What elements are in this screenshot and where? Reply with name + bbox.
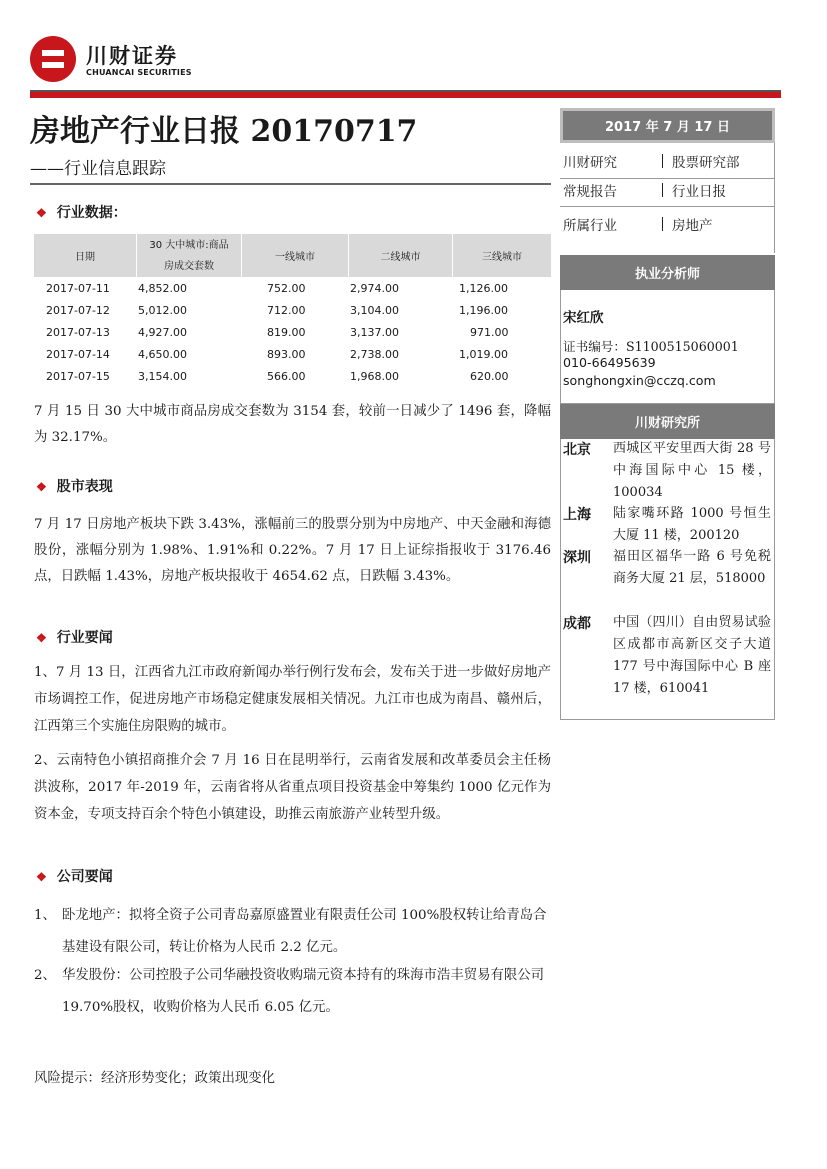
company-logo bbox=[30, 36, 220, 88]
title-rule bbox=[30, 183, 551, 185]
office-address: 陆家嘴环路 1000 号恒生大厦 11 楼，200120 bbox=[613, 506, 771, 543]
meta-separator bbox=[662, 183, 663, 197]
table-cell: 1,968.00 bbox=[350, 370, 399, 383]
office-address: 福田区福华一路 6 号免税商务大厦 21 层，518000 bbox=[613, 549, 771, 586]
analyst-email: songhongxin@cczq.com bbox=[563, 373, 716, 388]
table-cell: 1,126.00 bbox=[459, 282, 508, 295]
section-industry-news bbox=[36, 627, 113, 647]
office-city: 上海 bbox=[563, 507, 591, 523]
table-cell: 4,852.00 bbox=[138, 282, 187, 295]
company-news-item: 卧龙地产：拟将全资子公司青岛嘉原盛置业有限责任公司 100%股权转让给青岛合基建设有限公司，转让价格为人民币 2.2 亿元。 bbox=[62, 908, 547, 955]
table-row bbox=[34, 301, 551, 323]
section-title: 股市表现 bbox=[56, 479, 113, 495]
table-cell: 2017-07-12 bbox=[46, 304, 110, 317]
industry-news-item: 2、云南特色小镇招商推介会 7 月 16 日在昆明举行，云南省发展和改革委员会主任杨洪波称，2017 年-2019 年，云南省将从省重点项目投资基金中筹集约 1000 亿元作为资本金，专项支持百余个特色小镇建设，助推云南旅游产业转型升级。 bbox=[34, 753, 551, 822]
table-header-cell: 二线城市 bbox=[348, 234, 452, 277]
table-cell: 5,012.00 bbox=[138, 304, 187, 317]
company-news-number: 2、 bbox=[34, 968, 56, 983]
table-cell: 3,154.00 bbox=[138, 370, 187, 383]
risk-notice: 风险提示：经济形势变化；政策出现变化 bbox=[34, 1071, 276, 1086]
meta-label: 所属行业 bbox=[563, 218, 617, 234]
table-row bbox=[34, 367, 551, 389]
table-cell: 1,196.00 bbox=[459, 304, 508, 317]
table-cell: 3,137.00 bbox=[350, 326, 399, 339]
office-city: 深圳 bbox=[563, 550, 591, 566]
diamond-bullet-icon: ❖ bbox=[36, 631, 47, 645]
office-city: 成都 bbox=[563, 616, 591, 632]
company-news-number: 1、 bbox=[34, 908, 56, 923]
office-address: 西城区平安里西大街 28 号中海国际中心 15 楼，100034 bbox=[613, 441, 771, 500]
logo-name-cn: 川财证券 bbox=[86, 44, 178, 68]
table-header-cell: 三线城市 bbox=[452, 234, 551, 277]
section-company-news bbox=[36, 866, 113, 886]
table-cell: 4,650.00 bbox=[138, 348, 187, 361]
meta-value: 房地产 bbox=[672, 218, 713, 234]
table-row bbox=[34, 323, 551, 345]
table-cell: 893.00 bbox=[267, 348, 306, 361]
data-summary-paragraph: 7 月 15 日 30 大中城市商品房成交套数为 3154 套，较前一日减少了 1496 套，降幅为 32.17%。 bbox=[34, 404, 551, 445]
header-rule-red bbox=[30, 92, 781, 98]
table-cell: 819.00 bbox=[267, 326, 306, 339]
meta-divider bbox=[560, 206, 775, 207]
table-cell: 712.00 bbox=[267, 304, 306, 317]
table-cell: 1,019.00 bbox=[459, 348, 508, 361]
table-cell: 3,104.00 bbox=[350, 304, 399, 317]
logo-mark-icon bbox=[30, 36, 76, 82]
section-title: 公司要闻 bbox=[56, 869, 113, 885]
meta-separator bbox=[662, 217, 663, 231]
table-row bbox=[34, 279, 551, 301]
industry-news-item: 1、7 月 13 日，江西省九江市政府新闻办举行例行发布会，发布关于进一步做好房地产市场调控工作，促进房地产市场稳定健康发展相关情况。九江市也成为南昌、赣州后，江西第三个实施住房限购的城市。 bbox=[34, 665, 551, 734]
table-header-cell: 一线城市 bbox=[275, 252, 315, 263]
table-cell: 752.00 bbox=[267, 282, 306, 295]
institute-header: 川财研究所 bbox=[560, 404, 775, 439]
report-date-bar: 2017 年 7 月 17 日 bbox=[560, 108, 775, 143]
section-market bbox=[36, 476, 113, 496]
meta-row-report-type bbox=[563, 180, 617, 200]
table-cell: 2,738.00 bbox=[350, 348, 399, 361]
table-cell: 2,974.00 bbox=[350, 282, 399, 295]
meta-label: 常规报告 bbox=[563, 184, 617, 200]
sidebar-bottom-rule bbox=[560, 719, 775, 720]
office-city: 北京 bbox=[563, 442, 591, 458]
analyst-name: 宋红欣 bbox=[563, 310, 604, 326]
diamond-bullet-icon: ❖ bbox=[36, 480, 47, 494]
meta-separator bbox=[662, 154, 663, 168]
table-cell: 971.00 bbox=[470, 326, 509, 339]
table-header bbox=[34, 234, 551, 277]
diamond-bullet-icon: ❖ bbox=[36, 870, 47, 884]
company-news-item: 华发股份：公司控股子公司华融投资收购瑞元资本持有的珠海市浩丰贸易有限公司 19.70%股权，收购价格为人民币 6.05 亿元。 bbox=[62, 968, 545, 1015]
section-title: 行业数据： bbox=[56, 205, 127, 221]
table-cell: 2017-07-14 bbox=[46, 348, 110, 361]
meta-value: 股票研究部 bbox=[672, 155, 740, 171]
section-industry-data bbox=[36, 202, 127, 222]
table-row bbox=[34, 345, 551, 367]
meta-value: 行业日报 bbox=[672, 184, 726, 200]
report-title: 房地产行业日报 20170717 bbox=[30, 114, 418, 149]
table-cell: 2017-07-13 bbox=[46, 326, 110, 339]
office-address: 中国（四川）自由贸易试验区成都市高新区交子大道 177 号中海国际中心 B 座 17 楼，610041 bbox=[613, 615, 771, 696]
table-cell: 566.00 bbox=[267, 370, 306, 383]
market-paragraph: 7 月 17 日房地产板块下跌 3.43%，涨幅前三的股票分别为中房地产、中天金融和海德股份，涨幅分别为 1.98%、1.91%和 0.22%。7 月 17 日上证综指报收于 3176.46 点，日跌幅 1.43%，房地产板块报收于 4654.62 点，日跌幅 3.43%。 bbox=[34, 517, 551, 584]
logo-name-en: CHUANCAI SECURITIES bbox=[86, 68, 192, 77]
table-cell: 2017-07-15 bbox=[46, 370, 110, 383]
analyst-header: 执业分析师 bbox=[560, 255, 775, 290]
table-header-cell: 日期 bbox=[75, 252, 95, 263]
table-cell: 620.00 bbox=[470, 370, 509, 383]
meta-row-industry bbox=[563, 214, 617, 234]
table-header-cell: 30 大中城市:商品房成交套数 bbox=[136, 234, 242, 277]
analyst-cert: 证书编号：S1100515060001 bbox=[563, 339, 739, 354]
report-subtitle: ——行业信息跟踪 bbox=[30, 159, 166, 179]
meta-row-research bbox=[563, 151, 617, 171]
section-title: 行业要闻 bbox=[56, 630, 113, 646]
meta-divider bbox=[560, 178, 775, 179]
analyst-phone: 010-66495639 bbox=[563, 355, 656, 370]
diamond-bullet-icon: ❖ bbox=[36, 206, 47, 220]
table-cell: 4,927.00 bbox=[138, 326, 187, 339]
meta-label: 川财研究 bbox=[563, 155, 617, 171]
table-cell: 2017-07-11 bbox=[46, 282, 110, 295]
